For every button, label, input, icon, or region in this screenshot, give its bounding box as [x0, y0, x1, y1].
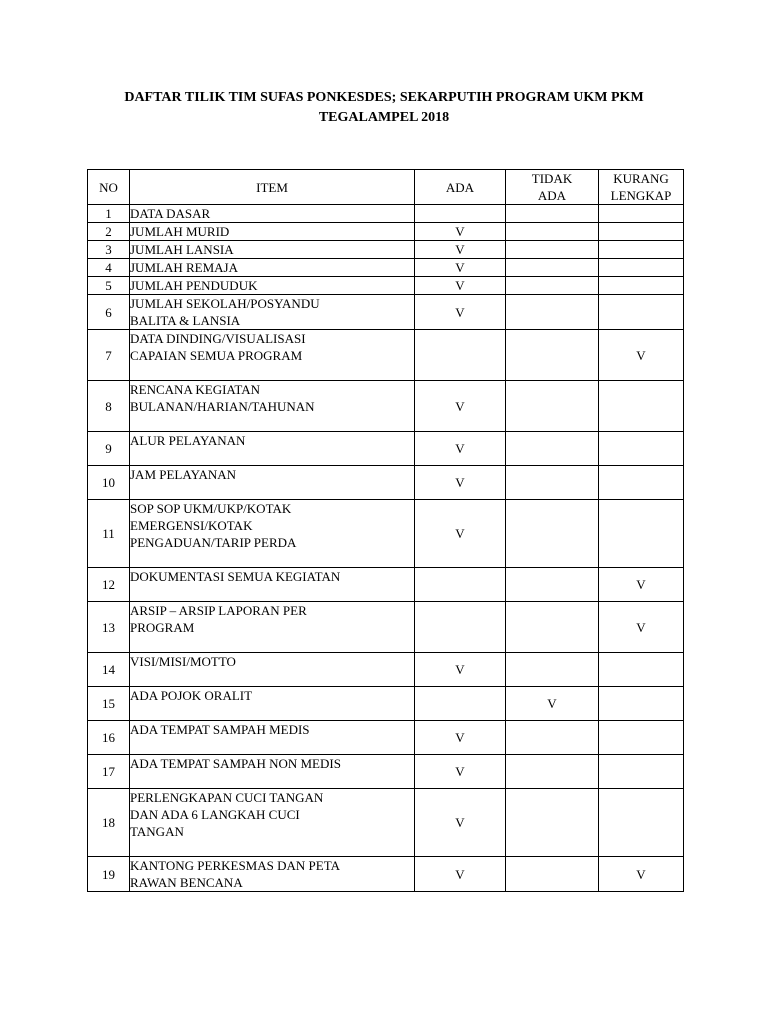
- row-tidak-ada-mark: [506, 277, 599, 295]
- row-number: 5: [88, 277, 130, 295]
- row-ada-mark: V: [415, 653, 506, 687]
- table-row: [88, 500, 684, 568]
- table-row: [88, 432, 684, 466]
- row-number: 17: [88, 755, 130, 789]
- row-item: JUMLAH REMAJA: [130, 259, 415, 277]
- row-item: JUMLAH MURID: [130, 223, 415, 241]
- row-kurang-lengkap-mark: [599, 500, 684, 568]
- row-item: RENCANA KEGIATAN BULANAN/HARIAN/TAHUNAN: [130, 381, 415, 432]
- row-item: DOKUMENTASI SEMUA KEGIATAN: [130, 568, 415, 602]
- row-number: 4: [88, 259, 130, 277]
- table-row: [88, 295, 684, 330]
- row-ada-mark: [415, 687, 506, 721]
- row-ada-mark: V: [415, 295, 506, 330]
- row-kurang-lengkap-mark: [599, 755, 684, 789]
- row-item: JUMLAH PENDUDUK: [130, 277, 415, 295]
- row-number: 3: [88, 241, 130, 259]
- row-tidak-ada-mark: [506, 857, 599, 892]
- row-number: 10: [88, 466, 130, 500]
- row-kurang-lengkap-mark: [599, 432, 684, 466]
- row-item: DATA DASAR: [130, 205, 415, 223]
- row-tidak-ada-mark: [506, 381, 599, 432]
- row-number: 9: [88, 432, 130, 466]
- table-row: [88, 755, 684, 789]
- row-ada-mark: V: [415, 241, 506, 259]
- table-row: [88, 259, 684, 277]
- row-tidak-ada-mark: [506, 789, 599, 857]
- row-item: PERLENGKAPAN CUCI TANGAN DAN ADA 6 LANGKAH CUCI TANGAN: [130, 789, 415, 857]
- row-kurang-lengkap-mark: [599, 789, 684, 857]
- row-ada-mark: V: [415, 432, 506, 466]
- row-item: KANTONG PERKESMAS DAN PETA RAWAN BENCANA: [130, 857, 415, 892]
- row-kurang-lengkap-mark: [599, 259, 684, 277]
- title-line-1: DAFTAR TILIK TIM SUFAS PONKESDES; SEKARPUTIH PROGRAM UKM PKM: [124, 90, 644, 105]
- row-kurang-lengkap-mark: [599, 205, 684, 223]
- table-body: [88, 205, 684, 892]
- row-item: ADA TEMPAT SAMPAH NON MEDIS: [130, 755, 415, 789]
- row-tidak-ada-mark: [506, 755, 599, 789]
- row-kurang-lengkap-mark: [599, 277, 684, 295]
- row-tidak-ada-mark: [506, 241, 599, 259]
- table-row: [88, 653, 684, 687]
- table-row: [88, 466, 684, 500]
- row-item: ALUR PELAYANAN: [130, 432, 415, 466]
- row-item: ADA POJOK ORALIT: [130, 687, 415, 721]
- table-row: [88, 381, 684, 432]
- row-ada-mark: [415, 568, 506, 602]
- row-tidak-ada-mark: [506, 602, 599, 653]
- row-item: JUMLAH SEKOLAH/POSYANDU BALITA & LANSIA: [130, 295, 415, 330]
- row-number: 18: [88, 789, 130, 857]
- document-title: [0, 88, 768, 128]
- row-number: 6: [88, 295, 130, 330]
- header-kurang-lengkap: KURANG LENGKAP: [599, 170, 684, 205]
- row-item: VISI/MISI/MOTTO: [130, 653, 415, 687]
- row-ada-mark: [415, 602, 506, 653]
- row-tidak-ada-mark: [506, 330, 599, 381]
- table-row: [88, 241, 684, 259]
- row-kurang-lengkap-mark: V: [599, 857, 684, 892]
- row-ada-mark: V: [415, 500, 506, 568]
- row-ada-mark: V: [415, 721, 506, 755]
- row-item: SOP SOP UKM/UKP/KOTAK EMERGENSI/KOTAK PENGADUAN/TARIP PERDA: [130, 500, 415, 568]
- table-row: [88, 205, 684, 223]
- row-tidak-ada-mark: [506, 466, 599, 500]
- row-item: ADA TEMPAT SAMPAH MEDIS: [130, 721, 415, 755]
- title-line-2: TEGALAMPEL 2018: [318, 110, 450, 125]
- row-tidak-ada-mark: [506, 432, 599, 466]
- row-kurang-lengkap-mark: V: [599, 602, 684, 653]
- row-ada-mark: [415, 330, 506, 381]
- table-row: [88, 687, 684, 721]
- row-item: ARSIP – ARSIP LAPORAN PER PROGRAM: [130, 602, 415, 653]
- row-tidak-ada-mark: [506, 721, 599, 755]
- row-ada-mark: V: [415, 259, 506, 277]
- row-kurang-lengkap-mark: V: [599, 330, 684, 381]
- row-kurang-lengkap-mark: [599, 295, 684, 330]
- row-number: 1: [88, 205, 130, 223]
- table-row: [88, 223, 684, 241]
- row-ada-mark: V: [415, 466, 506, 500]
- row-ada-mark: V: [415, 223, 506, 241]
- row-tidak-ada-mark: [506, 500, 599, 568]
- table-row: [88, 568, 684, 602]
- row-kurang-lengkap-mark: V: [599, 568, 684, 602]
- row-number: 11: [88, 500, 130, 568]
- row-number: 13: [88, 602, 130, 653]
- table-row: [88, 330, 684, 381]
- row-kurang-lengkap-mark: [599, 721, 684, 755]
- row-number: 7: [88, 330, 130, 381]
- row-tidak-ada-mark: [506, 259, 599, 277]
- row-ada-mark: V: [415, 857, 506, 892]
- header-item: ITEM: [130, 170, 415, 205]
- row-number: 16: [88, 721, 130, 755]
- row-tidak-ada-mark: [506, 223, 599, 241]
- header-tidak-ada: TIDAK ADA: [506, 170, 599, 205]
- row-number: 12: [88, 568, 130, 602]
- row-ada-mark: V: [415, 381, 506, 432]
- header-ada: ADA: [415, 170, 506, 205]
- row-kurang-lengkap-mark: [599, 653, 684, 687]
- table-row: [88, 857, 684, 892]
- table-row: [88, 789, 684, 857]
- row-ada-mark: [415, 205, 506, 223]
- row-tidak-ada-mark: [506, 295, 599, 330]
- table-header-row: [88, 170, 684, 205]
- row-kurang-lengkap-mark: [599, 687, 684, 721]
- header-no: NO: [88, 170, 130, 205]
- row-item: JUMLAH LANSIA: [130, 241, 415, 259]
- row-kurang-lengkap-mark: [599, 241, 684, 259]
- row-tidak-ada-mark: [506, 568, 599, 602]
- table-row: [88, 277, 684, 295]
- row-tidak-ada-mark: V: [506, 687, 599, 721]
- row-number: 8: [88, 381, 130, 432]
- row-kurang-lengkap-mark: [599, 381, 684, 432]
- checklist-table: [87, 169, 684, 892]
- row-number: 2: [88, 223, 130, 241]
- row-number: 15: [88, 687, 130, 721]
- row-ada-mark: V: [415, 789, 506, 857]
- table-row: [88, 602, 684, 653]
- row-number: 19: [88, 857, 130, 892]
- row-kurang-lengkap-mark: [599, 466, 684, 500]
- row-tidak-ada-mark: [506, 205, 599, 223]
- table-row: [88, 721, 684, 755]
- row-number: 14: [88, 653, 130, 687]
- row-ada-mark: V: [415, 755, 506, 789]
- row-ada-mark: V: [415, 277, 506, 295]
- row-kurang-lengkap-mark: [599, 223, 684, 241]
- row-item: JAM PELAYANAN: [130, 466, 415, 500]
- row-item: DATA DINDING/VISUALISASI CAPAIAN SEMUA PROGRAM: [130, 330, 415, 381]
- row-tidak-ada-mark: [506, 653, 599, 687]
